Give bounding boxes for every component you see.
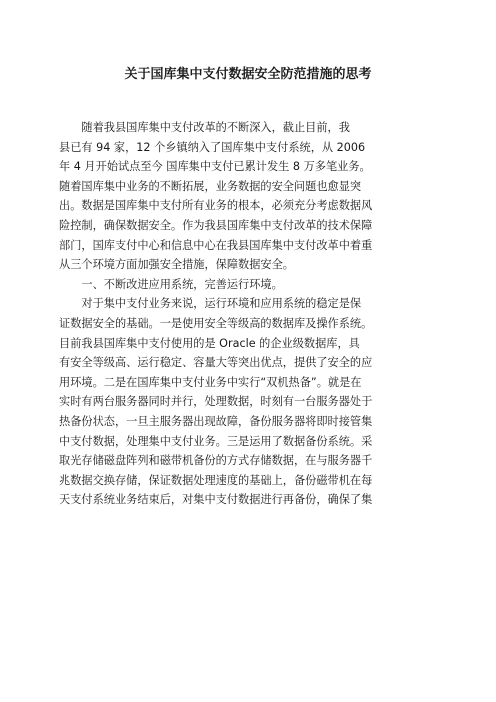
- body-line: 实时有两台服务器同时并行，处理数据，时刻有一台服务器处于: [59, 395, 373, 409]
- body-line: 用环境。二是在国库集中支付业务中实行“双机热备”。就是在: [59, 375, 362, 389]
- body-line: 年 4 月开始试点至今 国库集中支付已累计发生 8 万多笔业务。: [59, 160, 371, 174]
- body-line: 险控制，确保数据安全。作为我县国库集中支付改革的技术保障: [59, 218, 373, 232]
- body-line: 兆数据交换存储，保证数据处理速度的基础上，备份磁带机在每: [59, 473, 373, 487]
- body-line: 中支付数据，处理集中支付业务。三是运用了数据备份系统。采: [59, 434, 373, 448]
- body-line: 出。数据是国库集中支付所有业务的根本，必须充分考虑数据风: [59, 199, 373, 213]
- body-line: 部门，国库支付中心和信息中心在我县国库集中支付改革中着重: [59, 238, 373, 252]
- body-line: 县已有 94 家，12 个乡镇纳入了国库集中支付系统，从 2006: [59, 140, 366, 154]
- body-line: 天支付系统业务结束后，对集中支付数据进行再备份，确保了集: [59, 493, 373, 507]
- body-line: 随着国库集中业务的不断拓展，业务数据的安全问题也愈显突: [59, 179, 362, 193]
- body-line: 热备份状态，一旦主服务器出现故障，备份服务器将即时接管集: [59, 414, 373, 428]
- body-line: 证数据安全的基础。一是使用安全等级高的数据库及操作系统。: [59, 316, 373, 330]
- body-line: 有安全等级高、运行稳定、容量大等突出优点，提供了安全的应: [59, 356, 373, 370]
- body-line: 目前我县国库集中支付使用的是 Oracle 的企业级数据库，具: [59, 336, 360, 350]
- body-line: 从三个环境方面加强安全措施，保障数据安全。: [59, 258, 294, 272]
- section-heading: 一、不断改进应用系统，完善运行环境。: [59, 277, 283, 291]
- document-body: [59, 118, 439, 510]
- body-line: 对于集中支付业务来说，运行环境和应用系统的稳定是保: [59, 297, 362, 311]
- body-line: 随着我县国库集中支付改革的不断深入，截止目前，我: [59, 121, 350, 134]
- body-line: 取光存储磁盘阵列和磁带机备份的方式存储数据，在与服务器千: [59, 454, 373, 468]
- document-title: 关于国库集中支付数据安全防范措施的思考: [124, 67, 372, 82]
